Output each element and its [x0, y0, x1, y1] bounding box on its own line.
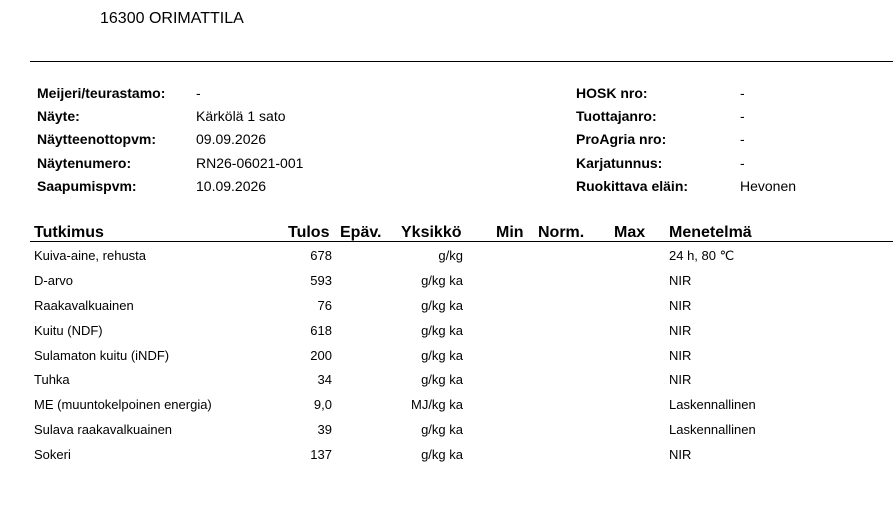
- row-name: Sulamaton kuitu (iNDF): [34, 348, 170, 363]
- row-method: NIR: [669, 348, 692, 363]
- table-row: [0, 273, 893, 298]
- header-norm: Norm.: [538, 224, 585, 241]
- header-min: Min: [496, 224, 524, 241]
- row-name: Kuiva-aine, rehusta: [34, 248, 147, 263]
- row-method: NIR: [669, 447, 692, 462]
- row-method: 24 h, 80 ℃: [669, 248, 735, 263]
- label-karjatunnus: Karjatunnus:: [576, 155, 663, 171]
- table-row: [0, 323, 893, 348]
- value-hosk: -: [740, 85, 745, 101]
- header-max: Max: [614, 224, 646, 241]
- row-unit: g/kg ka: [421, 298, 463, 313]
- row-name: Sokeri: [34, 447, 71, 462]
- row-unit: g/kg ka: [421, 422, 463, 437]
- value-meijeri: -: [196, 85, 201, 101]
- row-name: ME (muuntokelpoinen energia): [34, 397, 212, 412]
- row-unit: g/kg ka: [421, 348, 463, 363]
- row-name: Tuhka: [34, 372, 70, 387]
- row-result: 34: [317, 372, 332, 387]
- table-row: [0, 248, 893, 273]
- row-name: Sulava raakavalkuainen: [34, 422, 173, 437]
- row-method: Laskennallinen: [669, 422, 756, 437]
- label-meijeri: Meijeri/teurastamo:: [37, 85, 166, 101]
- table-row: [0, 298, 893, 323]
- header-tutkimus: Tutkimus: [34, 224, 104, 241]
- label-hosk: HOSK nro:: [576, 85, 648, 101]
- row-result: 39: [317, 422, 332, 437]
- row-method: NIR: [669, 298, 692, 313]
- row-unit: MJ/kg ka: [410, 397, 463, 412]
- value-saapumispvm: 10.09.2026: [196, 178, 267, 194]
- header-menetelma: Menetelmä: [669, 224, 752, 241]
- label-tuottajanro: Tuottajanro:: [576, 108, 657, 124]
- row-method: Laskennallinen: [669, 397, 756, 412]
- value-naytteenottopvm: 09.09.2026: [196, 131, 267, 147]
- row-result: 593: [310, 273, 332, 288]
- value-karjatunnus: -: [740, 155, 745, 171]
- table-row: [0, 372, 893, 397]
- header-yksikko: Yksikkö: [401, 224, 462, 241]
- value-proagria: -: [740, 131, 745, 147]
- row-method: NIR: [669, 372, 692, 387]
- address: 16300 ORIMATTILA: [100, 10, 244, 27]
- row-unit: g/kg ka: [421, 447, 463, 462]
- header-epav: Epäv.: [340, 224, 382, 241]
- row-unit: g/kg: [438, 248, 463, 263]
- row-result: 618: [310, 323, 332, 338]
- header-tulos: Tulos: [288, 224, 330, 241]
- label-nayte: Näyte:: [37, 108, 80, 124]
- value-naytenumero: RN26-06021-001: [196, 155, 304, 171]
- value-ruokittava: Hevonen: [740, 178, 797, 194]
- row-name: Kuitu (NDF): [34, 323, 103, 338]
- label-naytteenottopvm: Näytteenottopvm:: [37, 131, 157, 147]
- table-row: [0, 422, 893, 447]
- row-method: NIR: [669, 323, 692, 338]
- table-row: [0, 447, 893, 472]
- label-naytenumero: Näytenumero:: [37, 155, 132, 171]
- row-unit: g/kg ka: [421, 273, 463, 288]
- table-row: [0, 348, 893, 373]
- value-tuottajanro: -: [740, 108, 745, 124]
- divider: [30, 61, 893, 62]
- label-proagria: ProAgria nro:: [576, 131, 667, 147]
- table-row: [0, 397, 893, 422]
- header-divider: [30, 241, 893, 242]
- label-ruokittava: Ruokittava eläin:: [576, 178, 689, 194]
- row-result: 137: [310, 447, 332, 462]
- row-result: 200: [310, 348, 332, 363]
- row-method: NIR: [669, 273, 692, 288]
- label-saapumispvm: Saapumispvm:: [37, 178, 137, 194]
- row-result: 678: [310, 248, 332, 263]
- value-nayte: Kärkölä 1 sato: [196, 108, 286, 124]
- row-result: 76: [317, 298, 332, 313]
- row-unit: g/kg ka: [421, 372, 463, 387]
- row-name: D-arvo: [34, 273, 74, 288]
- row-result: 9,0: [313, 397, 332, 412]
- row-name: Raakavalkuainen: [34, 298, 134, 313]
- row-unit: g/kg ka: [421, 323, 463, 338]
